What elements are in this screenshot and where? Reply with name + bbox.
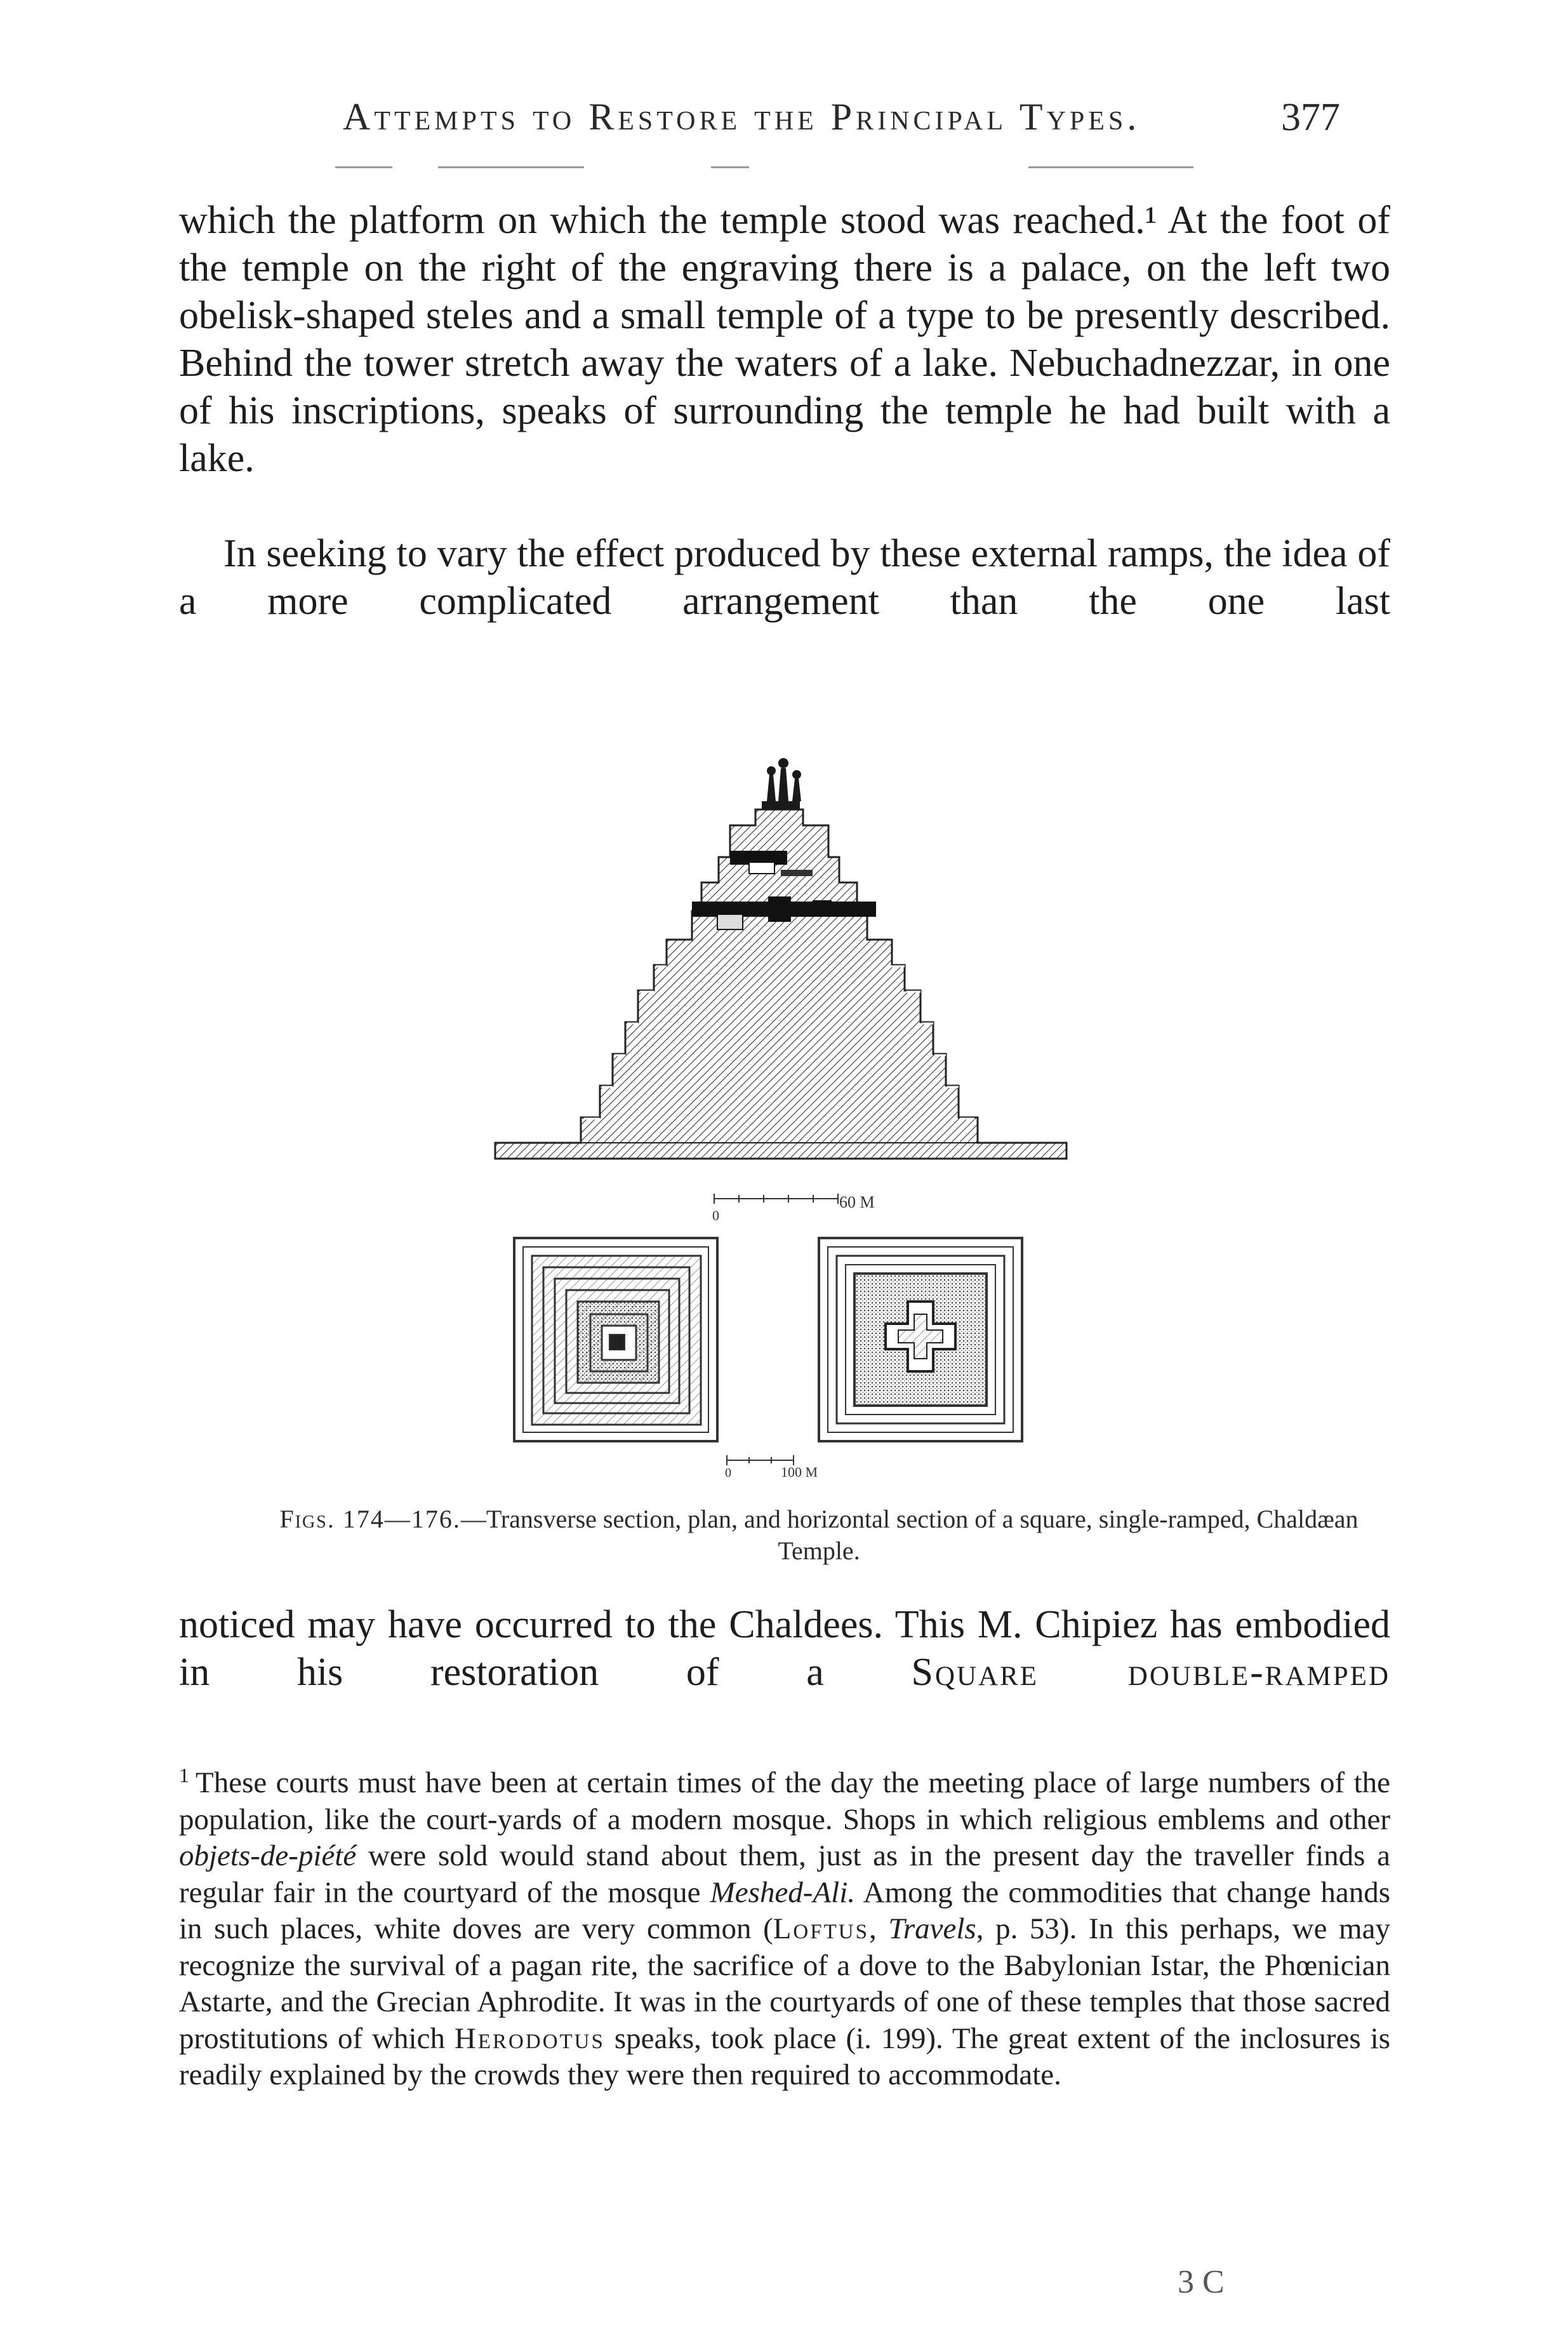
page-number: 377 bbox=[1281, 96, 1340, 139]
footnote-italic: objets-de-piété bbox=[179, 1839, 357, 1872]
footnote-text: These courts must have been at certain times of the day the meeting place of large numbers of the population, like the court-yards of a modern mosque. Shops in which religious emblems and other bbox=[179, 1766, 1390, 1836]
caption-text: —Transverse section, plan, and horizontal section of a square, single-ramped, Chaldæan Temple. bbox=[460, 1505, 1359, 1565]
running-title: Attempts to Restore the Principal Types. bbox=[343, 96, 1141, 138]
paragraph-1: which the platform on which the temple stood was reached.¹ At the foot of the temple on the right of the engraving there is a palace, on the left two obelisk-shaped steles and a small temple of a type to be presently described. Behind the tower stretch away the waters of a lake. Nebuchadnezzar, in one of his inscriptions, speaks of surrounding the temple he had built with a lake. bbox=[179, 199, 1390, 480]
figure-174-176 bbox=[482, 730, 1079, 1479]
footnote-marker: 1 bbox=[179, 1764, 189, 1787]
plan-view bbox=[514, 1238, 717, 1441]
transverse-section bbox=[495, 758, 1066, 1159]
horizontal-section bbox=[819, 1238, 1022, 1441]
header-rule bbox=[335, 166, 392, 168]
paragraph-2: In seeking to vary the effect produced by these external ramps, the idea of a more complicated arrangement than the one last bbox=[179, 532, 1390, 623]
section-scale-zero: 0 bbox=[712, 1208, 719, 1223]
summit-statues bbox=[762, 758, 801, 810]
header-rule bbox=[438, 166, 584, 168]
footnote-text: , bbox=[868, 1912, 889, 1945]
caption-figure-numbers: Figs. 174—176. bbox=[279, 1505, 461, 1533]
paragraph-3 bbox=[179, 1601, 1390, 1696]
paragraph-3-smallcaps: Square double-ramped bbox=[911, 1651, 1390, 1694]
footnote-text: , p. 53). In this perhaps, we may recognize the survival of a pagan rite, the sacrifice of a dove to the Babylonian Istar, the Phœnician Astarte, and the Grecian Aphrodite. It was in the courtyards of one of these temples that those sacred prostitutions of which bbox=[179, 1912, 1390, 2055]
footnote-italic: Meshed-Ali. bbox=[710, 1875, 856, 1909]
footnote-1 bbox=[179, 1757, 1390, 2094]
footnote-author: Herodotus bbox=[454, 2021, 605, 2055]
paragraph-3-text: noticed may have occurred to the Chaldees. This M. Chipiez has embodied in his restoration of a bbox=[179, 1603, 1390, 1694]
footnote-italic: Travels bbox=[888, 1912, 976, 1945]
signature-mark: 3 C bbox=[1178, 2264, 1225, 2300]
footnote-author: Loftus bbox=[773, 1912, 869, 1945]
plan-scale-zero: 0 bbox=[725, 1466, 731, 1479]
section-scale-label: 60 M bbox=[839, 1193, 875, 1211]
section-scale-bar bbox=[714, 1194, 838, 1204]
header-rule bbox=[711, 166, 749, 168]
footnote-text: were sold would stand about them, just as in the present day the traveller finds a regular fair in the courtyard of the mosque bbox=[179, 1839, 1390, 1909]
plan-scale-label: 100 M bbox=[781, 1464, 818, 1479]
temple-engraving bbox=[482, 730, 1079, 1479]
figure-caption bbox=[241, 1503, 1397, 1567]
header-rule bbox=[1028, 166, 1193, 168]
footnote-text: Among the commodities that change hands in such places, white doves are very common ( bbox=[179, 1875, 1390, 1945]
footnote-text: speaks, took place (i. 199). The great extent of the inclosures is readily explained by the crowds they were then required to accommodate. bbox=[179, 2021, 1390, 2091]
